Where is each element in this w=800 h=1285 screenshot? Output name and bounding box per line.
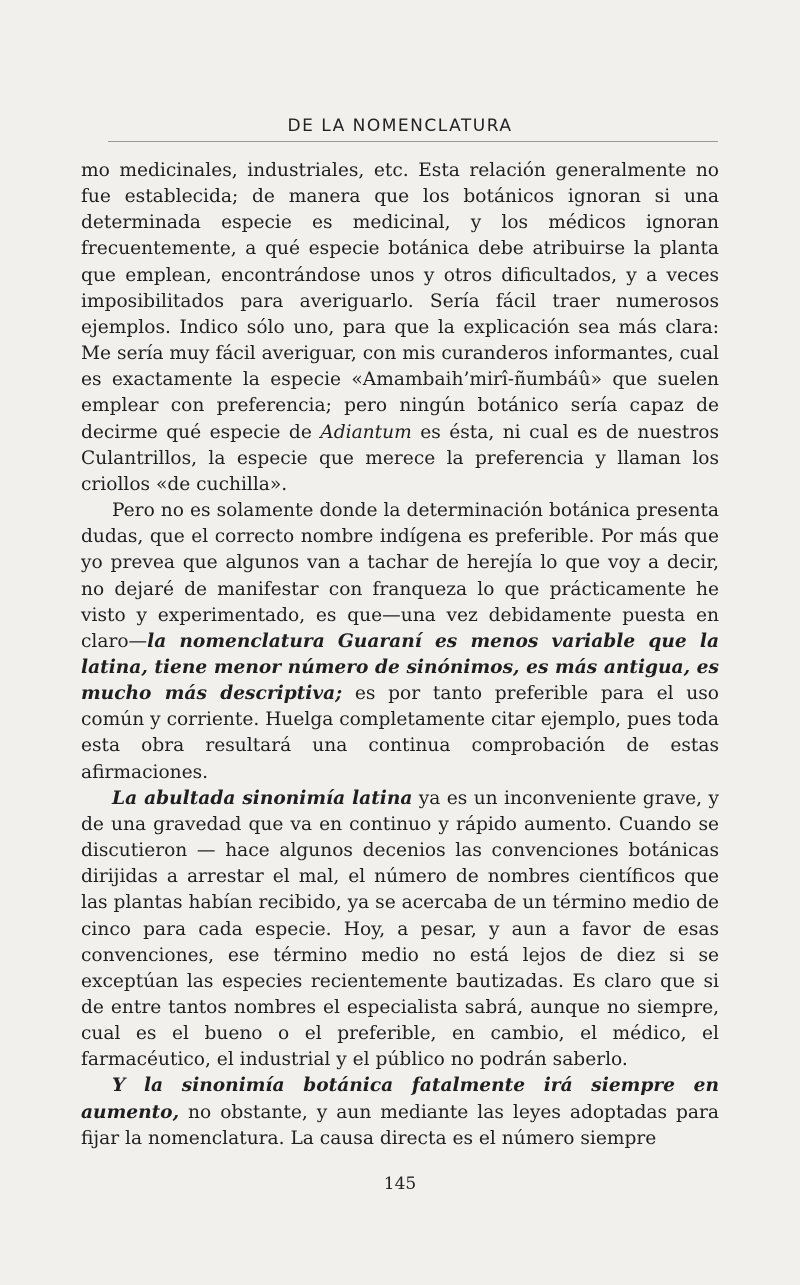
paragraph-1-text-b: es ésta, ni cual es de nuestros Culantrillos, la especie que merece la preferencia y llaman los criollos «de cuchilla». [81, 421, 719, 495]
header-rule [108, 141, 718, 142]
page-number: 145 [383, 1174, 417, 1194]
paragraph-2-text-b: es por tanto preferible para el uso común y corriente. Huelga completamente citar ejemplo, pues toda esta obra resultará una continua comprobación de estas afirmaciones. [81, 683, 719, 783]
paragraph-3 [81, 786, 719, 1074]
paragraph-4-text: no obstante, y aun mediante las leyes adoptadas para fijar la nomenclatura. La causa directa es el número siempre [81, 1101, 719, 1149]
paragraph-2-emphasis: la nomenclatura Guaraní es menos variable que la latina, tiene menor número de sinónimos, es más antigua, es mucho más descriptiva; [81, 630, 719, 705]
paragraph-3-emphasis: La abultada sinonimía latina [112, 787, 413, 809]
paragraph-1-genus: Adiantum [320, 421, 412, 443]
paragraph-1-text-a: mo medicinales, industriales, etc. Esta relación generalmente no fue establecida; de manera que los botánicos ignoran si una determinada especie es medicinal, y los médicos ignoran frecuentemente, a qué especie botánica debe atribuirse la planta que emplean, encontrándose unos y otros dificultados, y a veces imposibilitados para averiguarlo. Sería fácil traer numerosos ejemplos. Indico sólo uno, para que la explicación sea más clara: Me sería muy fácil averiguar, con mis curanderos informantes, cual es exactamente la especie «Amambaih’mirî-ñumbáû» que suelen emplear con preferencia; pero ningún botánico sería capaz de decirme qué especie de [81, 160, 719, 443]
paragraph-1 [81, 158, 719, 498]
paragraph-2-text-a: Pero no es solamente donde la determinación botánica presenta dudas, que el correcto nombre indígena es preferible. Por más que yo prevea que algunos van a tachar de herejía lo que voy a decir, no dejaré de manifestar con franqueza lo que prácticamente he visto y experimentado, es que—una vez debidamente puesta en claro— [81, 500, 719, 652]
paragraph-2 [81, 498, 719, 786]
running-head: DE LA NOMENCLATURA [287, 116, 513, 136]
paragraph-3-text: ya es un inconveniente grave, y de una gravedad que va en continuo y rápido aumento. Cuando se discutieron — hace algunos decenios las convenciones botánicas dirijidas a arrestar el mal, el número de nombres científicos que las plantas habían recibido, ya se acercaba de un término medio de cinco para cada especie. Hoy, a pesar, y aun a favor de esas convenciones, ese término medio no está lejos de diez si se exceptúan las especies recientemente bautizadas. Es claro que si de entre tantos nombres el especialista sabrá, aunque no siempre, cual es el bueno o el preferible, en cambio, el médico, el farmacéutico, el industrial y el público no podrán saberlo. [81, 787, 719, 1071]
paragraph-4 [81, 1073, 719, 1151]
body-text [81, 158, 719, 1152]
paragraph-4-emphasis: Y la sinonimía botánica fatalmente irá siempre en aumento, [81, 1075, 719, 1123]
